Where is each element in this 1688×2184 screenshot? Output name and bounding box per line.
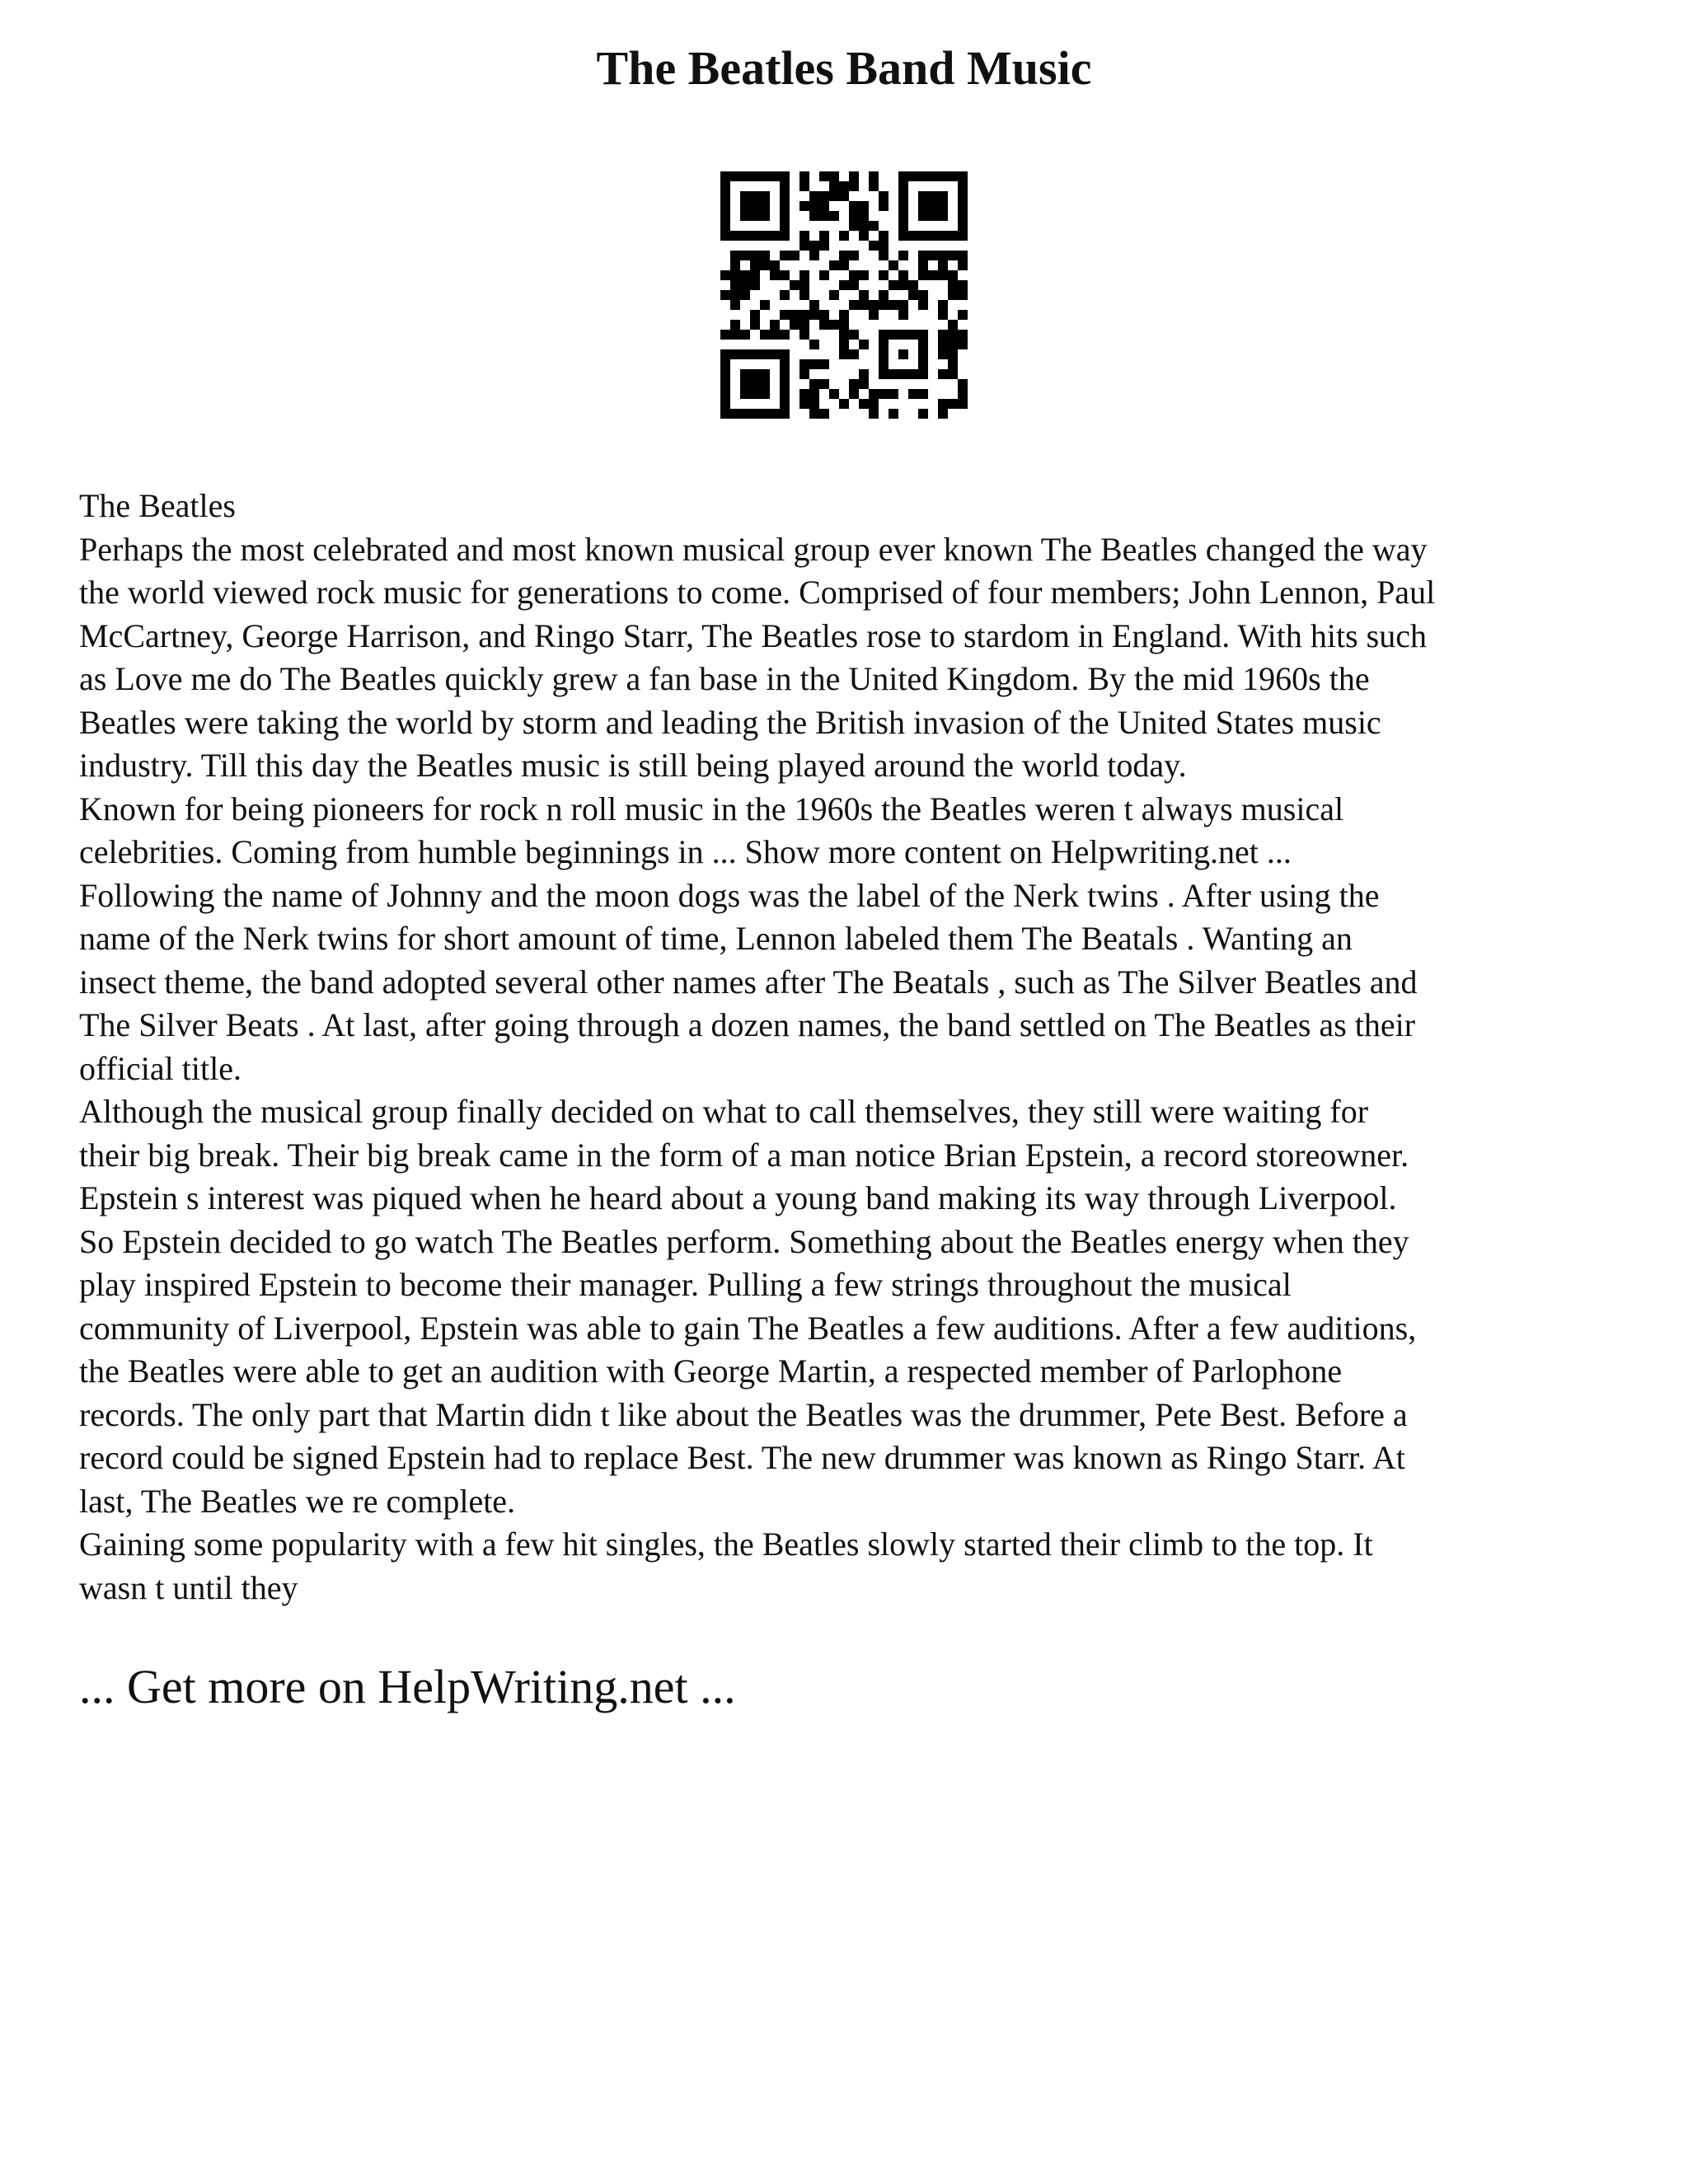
- body-line: official title.: [79, 1049, 241, 1087]
- body-line: The Beatles: [79, 487, 236, 524]
- body-line: Perhaps the most celebrated and most known musical group ever known The Beatles changed the way: [79, 530, 1428, 568]
- page-title: The Beatles Band Music: [596, 41, 1092, 95]
- body-line: name of the Nerk twins for short amount of time, Lennon labeled them The Beatals . Wanting an: [79, 920, 1353, 957]
- body-line: play inspired Epstein to become their manager. Pulling a few strings throughout the musical: [79, 1266, 1292, 1303]
- body-line: their big break. Their big break came in the form of a man notice Brian Epstein, a record storeowner.: [79, 1136, 1409, 1174]
- body-line: records. The only part that Martin didn t like about the Beatles was the drummer, Pete Best. Before a: [79, 1395, 1408, 1433]
- body-line: So Epstein decided to go watch The Beatles perform. Something about the Beatles energy when they: [79, 1222, 1409, 1260]
- body-line: McCartney, George Harrison, and Ringo Starr, The Beatles rose to stardom in England. With hits such: [79, 616, 1427, 654]
- get-more-link[interactable]: ... Get more on HelpWriting.net ...: [79, 1660, 736, 1713]
- qr-code-icon: [720, 171, 968, 419]
- body-line: the world viewed rock music for generations to come. Comprised of four members; John Lennon, Paul: [79, 574, 1436, 611]
- body-line: industry. Till this day the Beatles music is still being played around the world today.: [79, 747, 1187, 784]
- body-line: insect theme, the band adopted several other names after The Beatals , such as The Silver Beatles and: [79, 963, 1418, 1001]
- body-line: Gaining some popularity with a few hit singles, the Beatles slowly started their climb to the top. It: [79, 1526, 1373, 1563]
- body-line: community of Liverpool, Epstein was able to gain The Beatles a few auditions. After a few auditions,: [79, 1309, 1417, 1347]
- body-line: Although the musical group finally decided on what to call themselves, they still were waiting for: [79, 1093, 1369, 1130]
- body-line: as Love me do The Beatles quickly grew a fan base in the United Kingdom. By the mid 1960s the: [79, 660, 1370, 697]
- body-line: celebrities. Coming from humble beginnings in ... Show more content on Helpwriting.net ...: [79, 833, 1292, 870]
- body-line: last, The Beatles we re complete.: [79, 1482, 516, 1520]
- body-line: record could be signed Epstein had to replace Best. The new drummer was known as Ringo Starr. At: [79, 1439, 1405, 1476]
- body-line: Epstein s interest was piqued when he heard about a young band making its way through Liverpool.: [79, 1179, 1397, 1216]
- article-body: [79, 485, 1629, 1610]
- body-line: Known for being pioneers for rock n roll music in the 1960s the Beatles weren t always musical: [79, 790, 1344, 827]
- body-line: wasn t until they: [79, 1568, 298, 1606]
- body-line: the Beatles were able to get an audition with George Martin, a respected member of Parlophone: [79, 1352, 1343, 1390]
- body-line: Following the name of Johnny and the moon dogs was the label of the Nerk twins . After using the: [79, 876, 1380, 914]
- body-line: The Silver Beats . At last, after going through a dozen names, the band settled on The Beatles as their: [79, 1006, 1416, 1043]
- body-line: Beatles were taking the world by storm and leading the British invasion of the United States music: [79, 703, 1381, 741]
